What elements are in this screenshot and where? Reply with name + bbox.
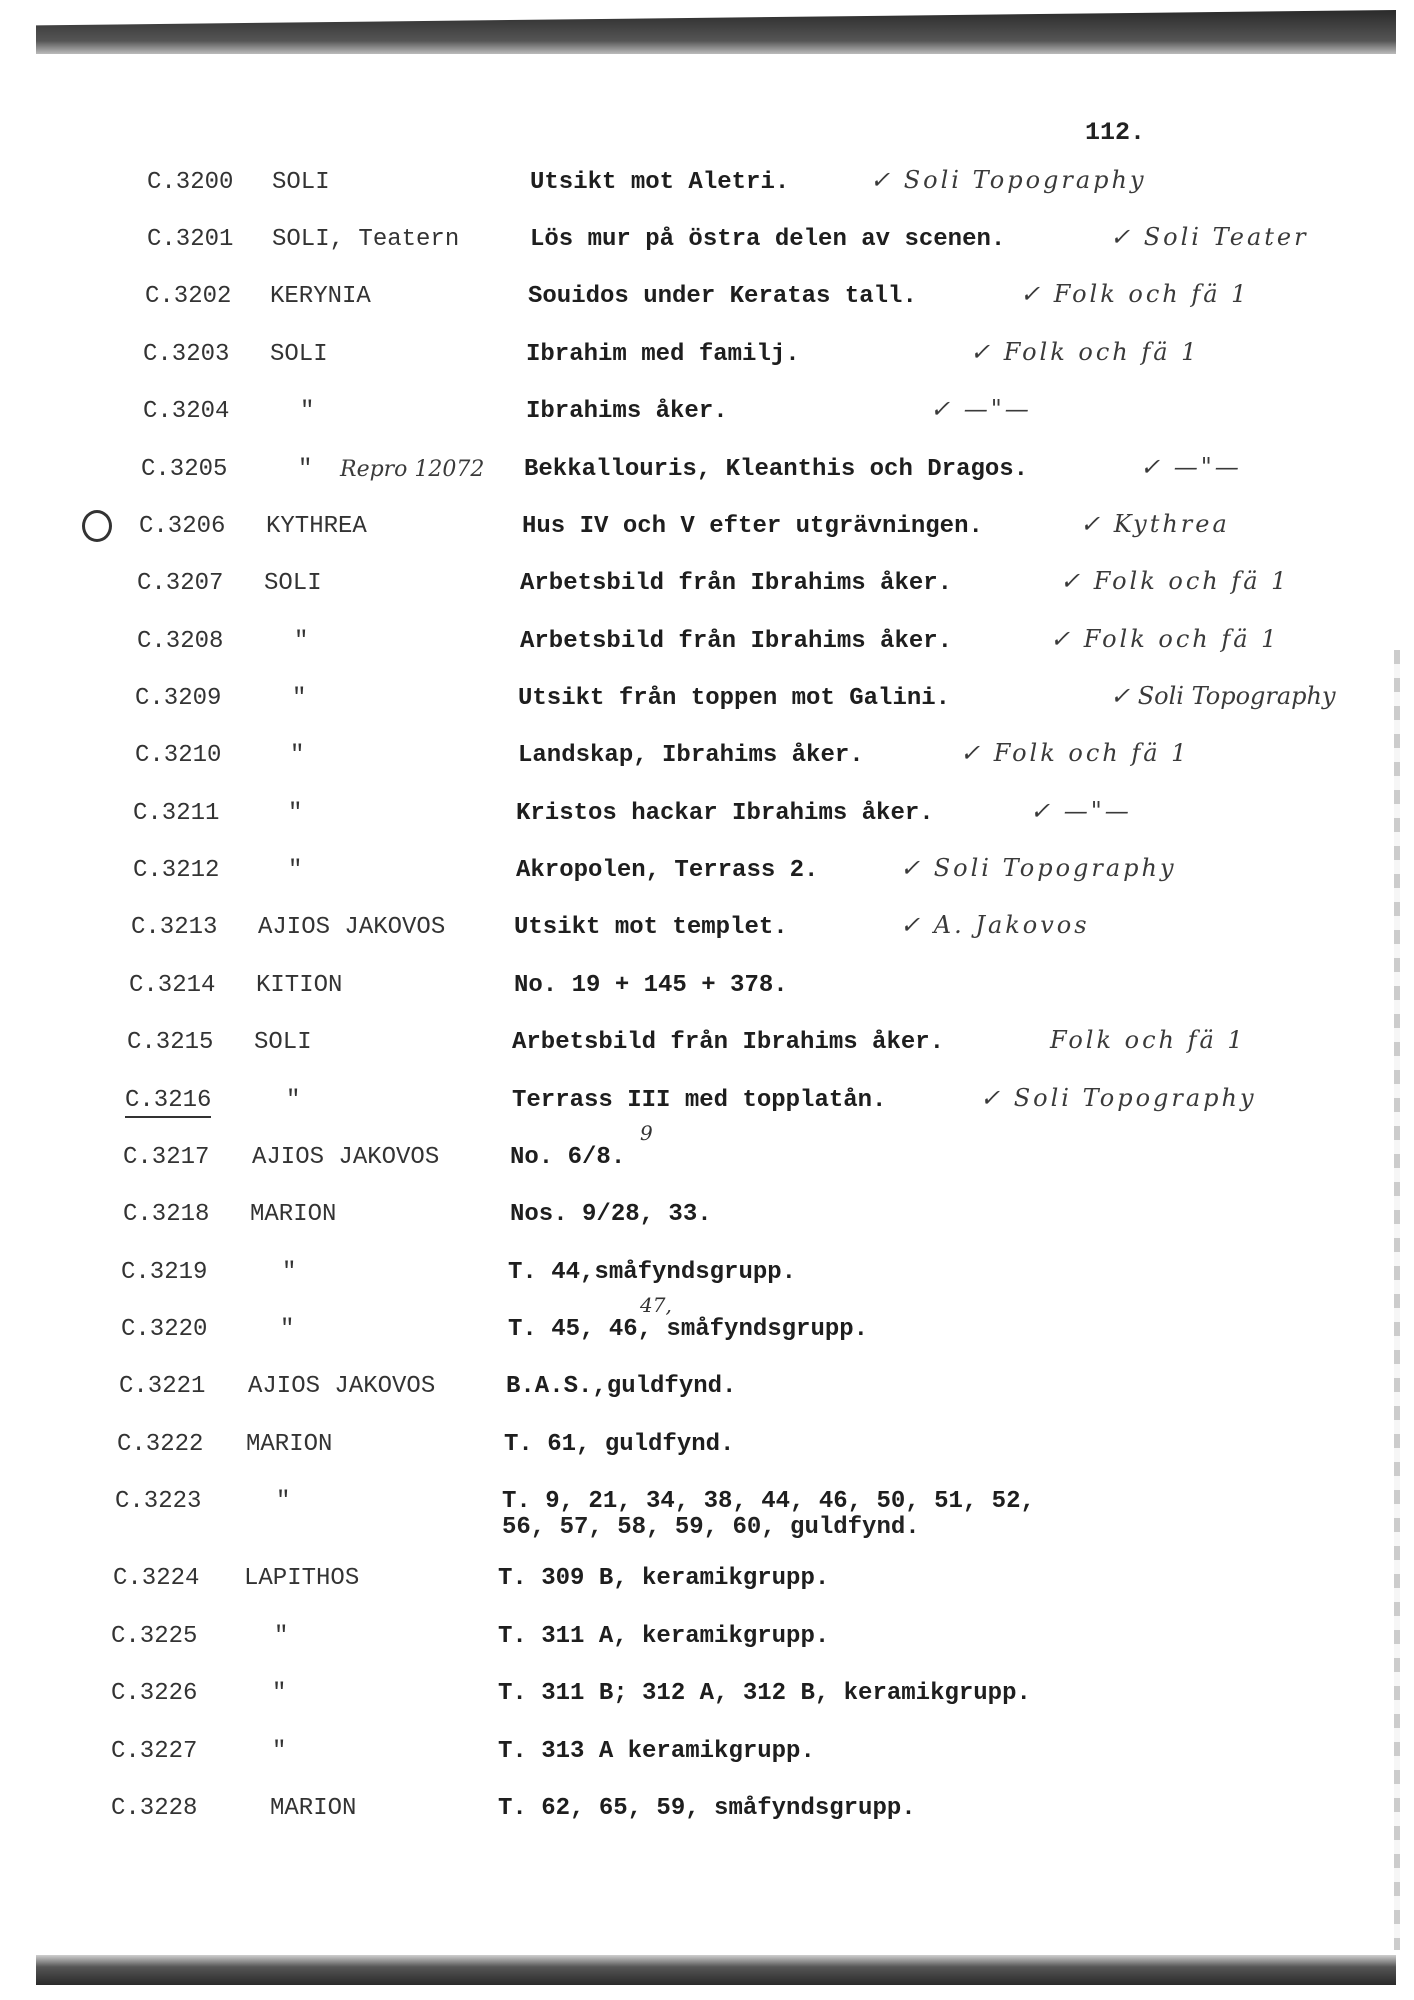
list-item <box>0 1430 1414 1470</box>
list-item <box>0 1200 1414 1240</box>
site-name: KERYNIA <box>270 283 371 310</box>
description: No. 6/8. <box>510 1144 626 1171</box>
list-item <box>0 1372 1414 1412</box>
catalogue-number: C.3223 <box>115 1488 202 1515</box>
site-name: " <box>292 685 307 712</box>
list-item <box>0 340 1414 380</box>
catalogue-number: C.3226 <box>111 1680 198 1707</box>
description: Ibrahims åker. <box>526 398 728 425</box>
handwritten-correction: 47, <box>640 1293 672 1317</box>
handwritten-annotation: ✓ Folk och fä 1 <box>1060 567 1290 595</box>
handwritten-annotation: ✓ Soli Topography <box>980 1084 1257 1112</box>
description: Utsikt mot Aletri. <box>530 169 790 196</box>
catalogue-number: C.3210 <box>135 742 222 769</box>
description: T. 44,småfyndsgrupp. <box>508 1259 797 1286</box>
catalogue-number: C.3209 <box>135 685 222 712</box>
catalogue-number: C.3205 <box>141 456 228 483</box>
site-name: " <box>272 1680 287 1707</box>
description: T. 311 B; 312 A, 312 B, keramikgrupp. <box>498 1680 1031 1707</box>
list-item <box>0 1622 1414 1662</box>
site-name: AJIOS JAKOVOS <box>258 914 446 941</box>
site-name: " <box>288 800 303 827</box>
list-item <box>0 512 1414 552</box>
list-item <box>0 1487 1414 1541</box>
description: T. 45, 46, småfyndsgrupp. <box>508 1316 869 1343</box>
description: T. 311 A, keramikgrupp. <box>498 1623 830 1650</box>
catalogue-number: C.3227 <box>111 1738 198 1765</box>
site-name: " <box>274 1623 289 1650</box>
handwritten-correction: 9 <box>640 1121 653 1145</box>
site-name: LAPITHOS <box>244 1565 360 1592</box>
handwritten-annotation: ✓ Folk och fä 1 <box>1050 625 1280 653</box>
list-item <box>0 684 1414 724</box>
list-item <box>0 455 1414 495</box>
description: T. 313 A keramikgrupp. <box>498 1738 815 1765</box>
page-number: 112. <box>1085 118 1146 147</box>
catalogue-number: C.3219 <box>121 1259 208 1286</box>
description: T. 62, 65, 59, småfyndsgrupp. <box>498 1795 916 1822</box>
scan-bottom-edge <box>36 1955 1396 1985</box>
list-item <box>0 1121 1414 1183</box>
description: Bekkallouris, Kleanthis och Dragos. <box>524 456 1029 483</box>
site-name: " <box>298 456 313 483</box>
list-item <box>0 282 1414 322</box>
catalogue-number: C.3220 <box>121 1316 208 1343</box>
description: T. 61, guldfynd. <box>504 1431 735 1458</box>
list-item <box>0 569 1414 609</box>
site-name: KITION <box>256 972 343 999</box>
site-name: " <box>282 1259 297 1286</box>
description: Souidos under Keratas tall. <box>528 283 917 310</box>
catalogue-number: C.3203 <box>143 341 230 368</box>
site-name: " <box>288 857 303 884</box>
catalogue-number: C.3215 <box>127 1029 214 1056</box>
list-item <box>0 856 1414 896</box>
description: Nos. 9/28, 33. <box>510 1201 712 1228</box>
description-continued: 56, 57, 58, 59, 60, guldfynd. <box>502 1514 920 1541</box>
catalogue-number: C.3208 <box>137 628 224 655</box>
catalogue-number: C.3204 <box>143 398 230 425</box>
handwritten-annotation: ✓ —"— <box>1030 797 1132 825</box>
site-name: " <box>286 1087 301 1114</box>
handwritten-annotation: ✓ —"— <box>930 395 1032 423</box>
site-name: SOLI, Teatern <box>272 226 460 253</box>
list-item <box>0 913 1414 953</box>
description: T. 309 B, keramikgrupp. <box>498 1565 830 1592</box>
handwritten-annotation: ✓ —"— <box>1140 453 1242 481</box>
catalogue-number: C.3228 <box>111 1795 198 1822</box>
list-item <box>0 1679 1414 1719</box>
scan-top-edge <box>36 10 1396 54</box>
list-item <box>0 799 1414 839</box>
site-name: " <box>276 1488 291 1515</box>
handwritten-annotation: ✓ Soli Topography <box>870 166 1147 194</box>
site-name: " <box>294 628 309 655</box>
description: Utsikt från toppen mot Galini. <box>518 685 951 712</box>
handwritten-annotation: ✓ A. Jakovos <box>900 911 1090 939</box>
list-item <box>0 168 1414 208</box>
description: Landskap, Ibrahims åker. <box>518 742 864 769</box>
catalogue-number: C.3218 <box>123 1201 210 1228</box>
description: Utsikt mot templet. <box>514 914 788 941</box>
catalogue-number: C.3207 <box>137 570 224 597</box>
handwritten-annotation: Folk och fä 1 <box>1050 1026 1246 1054</box>
description: Arbetsbild från Ibrahims åker. <box>520 570 953 597</box>
site-name: AJIOS JAKOVOS <box>248 1373 436 1400</box>
description: Lös mur på östra delen av scenen. <box>530 226 1006 253</box>
description: No. 19 + 145 + 378. <box>514 972 788 999</box>
handwritten-annotation: ✓ Folk och fä 1 <box>970 338 1200 366</box>
description: Arbetsbild från Ibrahims åker. <box>520 628 953 655</box>
description: Hus IV och V efter utgrävningen. <box>522 513 983 540</box>
catalogue-number: C.3214 <box>129 972 216 999</box>
site-name: MARION <box>270 1795 357 1822</box>
handwritten-annotation: ✓ Folk och fä 1 <box>960 739 1190 767</box>
list-item <box>0 971 1414 1011</box>
description: Arbetsbild från Ibrahims åker. <box>512 1029 945 1056</box>
handwritten-annotation: ✓ Soli Topography <box>1110 682 1336 710</box>
site-name: " <box>300 398 315 425</box>
site-name: " <box>290 742 305 769</box>
list-item <box>0 397 1414 437</box>
site-name: AJIOS JAKOVOS <box>252 1144 440 1171</box>
list-item <box>0 1737 1414 1777</box>
site-name: SOLI <box>270 341 328 368</box>
list-item <box>0 1028 1414 1068</box>
catalogue-number: C.3201 <box>147 226 234 253</box>
description: Ibrahim med familj. <box>526 341 800 368</box>
description: T. 9, 21, 34, 38, 44, 46, 50, 51, 52, <box>502 1488 1035 1515</box>
catalogue-number: C.3222 <box>117 1431 204 1458</box>
site-name: " <box>272 1738 287 1765</box>
handwritten-annotation: ✓ Folk och fä 1 <box>1020 280 1250 308</box>
catalogue-number: C.3213 <box>131 914 218 941</box>
handwritten-annotation: ✓ Soli Topography <box>900 854 1177 882</box>
catalogue-number: C.3200 <box>147 169 234 196</box>
site-name: " <box>280 1316 295 1343</box>
list-item <box>0 627 1414 667</box>
catalogue-number: C.3212 <box>133 857 220 884</box>
handwritten-annotation: ✓ Kythrea <box>1080 510 1230 538</box>
site-name: SOLI <box>264 570 322 597</box>
site-name: SOLI <box>254 1029 312 1056</box>
catalogue-number: C.3202 <box>145 283 232 310</box>
site-name: KYTHREA <box>266 513 367 540</box>
list-item <box>0 1258 1414 1298</box>
list-item <box>0 1564 1414 1604</box>
catalogue-number: C.3206 <box>139 513 226 540</box>
catalogue-number: C.3225 <box>111 1623 198 1650</box>
list-item <box>0 1794 1414 1834</box>
description: Kristos hackar Ibrahims åker. <box>516 800 934 827</box>
handwritten-repro-note: Repro 12072 <box>340 457 485 482</box>
description: B.A.S.,guldfynd. <box>506 1373 737 1400</box>
description: Terrass III med topplatån. <box>512 1087 887 1114</box>
catalogue-number: C.3216 <box>125 1086 211 1118</box>
list-item <box>0 741 1414 781</box>
catalogue-number: C.3217 <box>123 1144 210 1171</box>
site-name: SOLI <box>272 169 330 196</box>
site-name: MARION <box>250 1201 337 1228</box>
description: Akropolen, Terrass 2. <box>516 857 819 884</box>
list-item <box>0 1086 1414 1126</box>
catalogue-number: C.3224 <box>113 1565 200 1592</box>
list-item <box>0 225 1414 265</box>
handwritten-annotation: ✓ Soli Teater <box>1110 223 1309 251</box>
site-name: MARION <box>246 1431 333 1458</box>
list-item <box>0 1293 1414 1355</box>
catalogue-number: C.3221 <box>119 1373 206 1400</box>
catalogue-number: C.3211 <box>133 800 220 827</box>
